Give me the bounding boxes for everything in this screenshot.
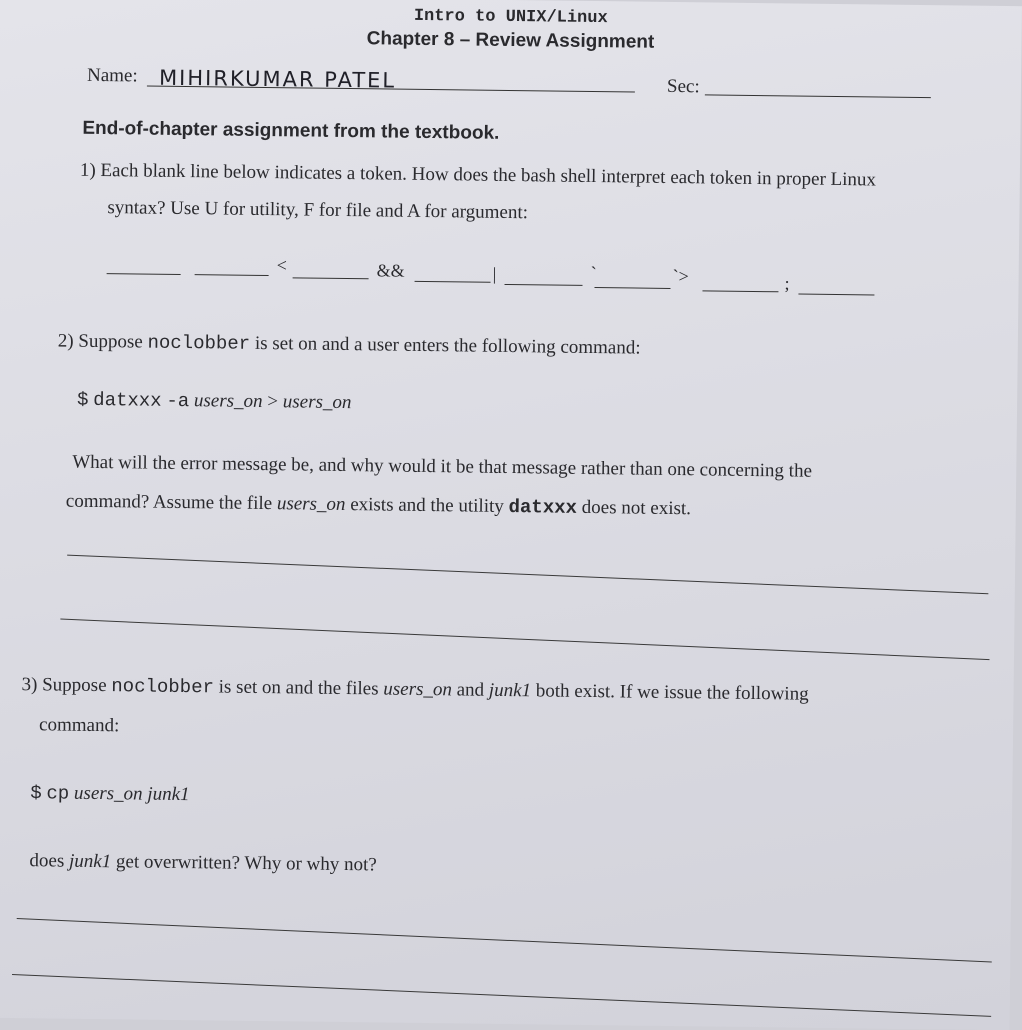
- sec-field-line: [705, 94, 931, 98]
- symbol-backtick: `: [590, 262, 597, 284]
- token-blank-5[interactable]: [505, 284, 583, 286]
- q3-answer-line-1[interactable]: [17, 918, 992, 962]
- shell-prompt: $: [76, 388, 89, 411]
- q1-text-line2: syntax? Use U for utility, F for file and A for argument:: [107, 197, 529, 224]
- token-blank-4[interactable]: [415, 281, 491, 283]
- course-title: Intro to UNIX/Linux: [413, 6, 608, 29]
- noclobber-code: noclobber: [147, 331, 251, 355]
- q2-number: 2): [57, 330, 74, 352]
- q3-question: does junk1 get overwritten? Why or why not?: [29, 850, 377, 876]
- q3-intro: 3) Suppose noclobber is set on and the files users_on and junk1 both exist. If we issue the following: [21, 674, 809, 705]
- symbol-backtick-redirect-out: `>: [672, 265, 689, 287]
- cmd-redirect: >: [267, 391, 279, 413]
- q2-question-line1: What will the error message be, and why would it be that message rather than one concerning the: [72, 451, 813, 482]
- name-label: Name:: [86, 64, 138, 87]
- token-blank-3[interactable]: [293, 277, 369, 279]
- token-blank-6[interactable]: [594, 287, 670, 289]
- q3-command: [30, 782, 190, 806]
- q2-answer-line-2[interactable]: [60, 619, 989, 661]
- sec-label: Sec:: [666, 75, 700, 98]
- cmd-utility: datxxx: [93, 388, 162, 412]
- subheading: End-of-chapter assignment from the textbook.: [82, 117, 500, 144]
- cmd-arg: users_on: [193, 390, 263, 412]
- q2-intro: 2) Suppose noclobber is set on and a user enters the following command:: [57, 330, 641, 359]
- cmd-source: users_on: [73, 782, 143, 805]
- noclobber-code: noclobber: [111, 675, 215, 699]
- cmd-utility: cp: [46, 782, 70, 805]
- q3-answer-line-2[interactable]: [12, 974, 991, 1017]
- cmd-flag: -a: [166, 389, 190, 413]
- symbol-and: &&: [376, 260, 405, 281]
- q2-question-line2: command? Assume the file users_on exists and the utility datxxx does not exist.: [65, 490, 692, 520]
- q3-intro-line2: command:: [38, 714, 120, 737]
- assignment-title: Chapter 8 – Review Assignment: [366, 28, 655, 53]
- token-blank-1[interactable]: [107, 273, 181, 275]
- q1-text-line1: [80, 160, 876, 192]
- token-blank-8[interactable]: [798, 294, 874, 296]
- q1-text: Each blank line below indicates a token. How does the bash shell interpret each token in proper Linux: [100, 159, 877, 191]
- q3-number: 3): [21, 674, 38, 696]
- shell-prompt: $: [30, 782, 42, 805]
- symbol-redirect-in: <: [276, 255, 288, 276]
- q2-command: [77, 389, 352, 414]
- symbol-pipe: |: [492, 263, 497, 284]
- q1-number: 1): [79, 159, 96, 181]
- cmd-destination: junk1: [147, 783, 190, 806]
- symbol-semicolon: ;: [784, 273, 790, 294]
- q2-answer-line-1[interactable]: [67, 555, 988, 595]
- cmd-target: users_on: [282, 391, 352, 414]
- token-blank-7[interactable]: [702, 290, 778, 292]
- token-blank-2[interactable]: [195, 274, 269, 276]
- name-handwritten-value: MIHIRKUMAR PATEL: [158, 65, 397, 93]
